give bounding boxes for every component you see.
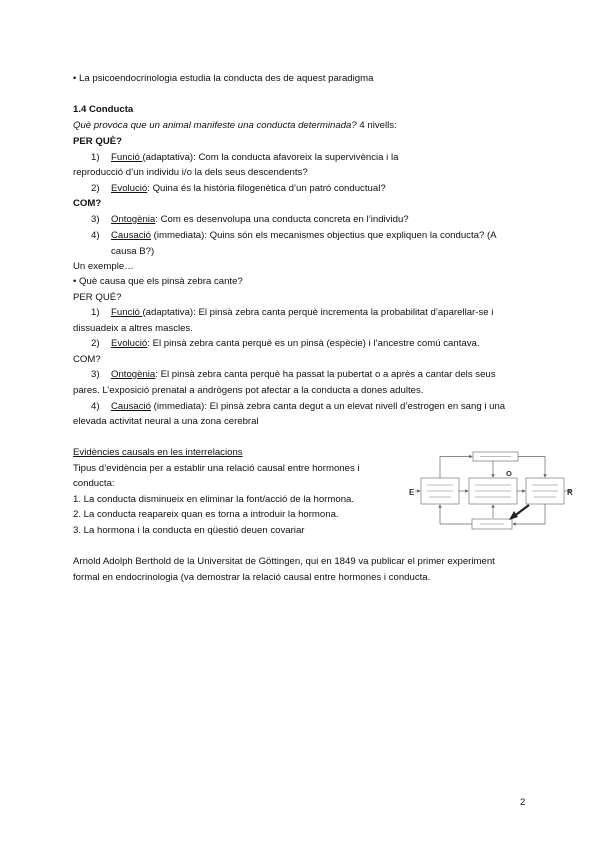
evidence-intro-cont: conducta: [73, 478, 115, 489]
example-question: • Què causa que els pinsà zebra cante? [73, 276, 243, 287]
section-question: Què provoca que un animal manifeste una conducta determinada? 4 nivells: [73, 120, 397, 131]
page-number: 2 [520, 797, 526, 808]
berthold-paragraph: Arnold Adolph Berthold de la Universitat de Göttingen, qui en 1849 va publicar el primer experiment [73, 556, 495, 567]
list-item: 1) Funció (adaptativa): El pinsà zebra canta perquè incrementa la probabilitat d’aparellar-se i [91, 307, 494, 318]
list-item: 4) Causació (immediata): El pinsà zebra canta degut a un elevat nivell d’estrogen en sang i una [91, 401, 506, 412]
com-heading: COM? [73, 198, 102, 209]
list-item-continuation: pares. L’exposició prenatal a andrògens pot afectar a la conducta a dones adultes. [73, 385, 424, 396]
evidence-point: 3. La hormona i la conducta en qüestió deuen covariar [73, 525, 305, 536]
list-item: 3) Ontogènia: Com es desenvolupa una conducta concreta en l’individu? [91, 214, 409, 225]
com-heading-2: COM? [73, 354, 101, 365]
diagram-label-r: R [567, 488, 573, 497]
example-intro: Un exemple… [73, 261, 134, 272]
per-que-heading: PER QUÈ? [73, 136, 123, 147]
evidence-heading: Evidències causals en les interrelacions [73, 447, 243, 458]
list-item: 3) Ontogènia: El pinsà zebra canta perquè ha passat la pubertat o a après a cantar dels seus [91, 369, 496, 380]
list-item-continuation: elevada activitat neural a una zona cerebral [73, 416, 259, 427]
list-item: 4) Causació (immediata): Quins són els mecanismes objectius que expliquen la conducta? (A [91, 230, 497, 241]
berthold-paragraph-cont: formal en endocrinologia (va demostrar la relació causal entre hormones i conducta. [73, 572, 431, 583]
section-heading: 1.4 Conducta [73, 104, 134, 115]
evidence-intro: Tipus d’evidència per a establir una relació causal entre hormones i [73, 463, 360, 474]
hormone-behavior-diagram [405, 448, 580, 538]
diagram-label-o: O [506, 469, 512, 478]
list-item: 2) Evolució: El pinsà zebra canta perquè es un pinsà (espècie) i l’ancestre comú cantava. [91, 338, 480, 349]
list-item-continuation: reproducció d’un individu i/o la dels seus descendents? [73, 167, 308, 178]
list-item: 1) Funció (adaptativa): Com la conducta afavoreix la supervivència i la [91, 152, 399, 163]
list-item-continuation: causa B?) [111, 246, 155, 257]
per-que-heading-2: PER QUÉ? [73, 292, 122, 303]
evidence-point: 1. La conducta disminueix en eliminar la font/acció de la hormona. [73, 494, 355, 505]
list-item-continuation: dissuadeix a altres mascles. [73, 323, 193, 334]
list-item: 2) Evolució: Quina és la història filogenètica d’un patró conductual? [91, 183, 386, 194]
intro-bullet: • La psicoendocrinologia estudia la conducta des de aquest paradigma [73, 73, 374, 84]
evidence-point: 2. La conducta reapareix quan es torna a introduir la hormona. [73, 509, 339, 520]
diagram-label-e: E [409, 488, 415, 497]
